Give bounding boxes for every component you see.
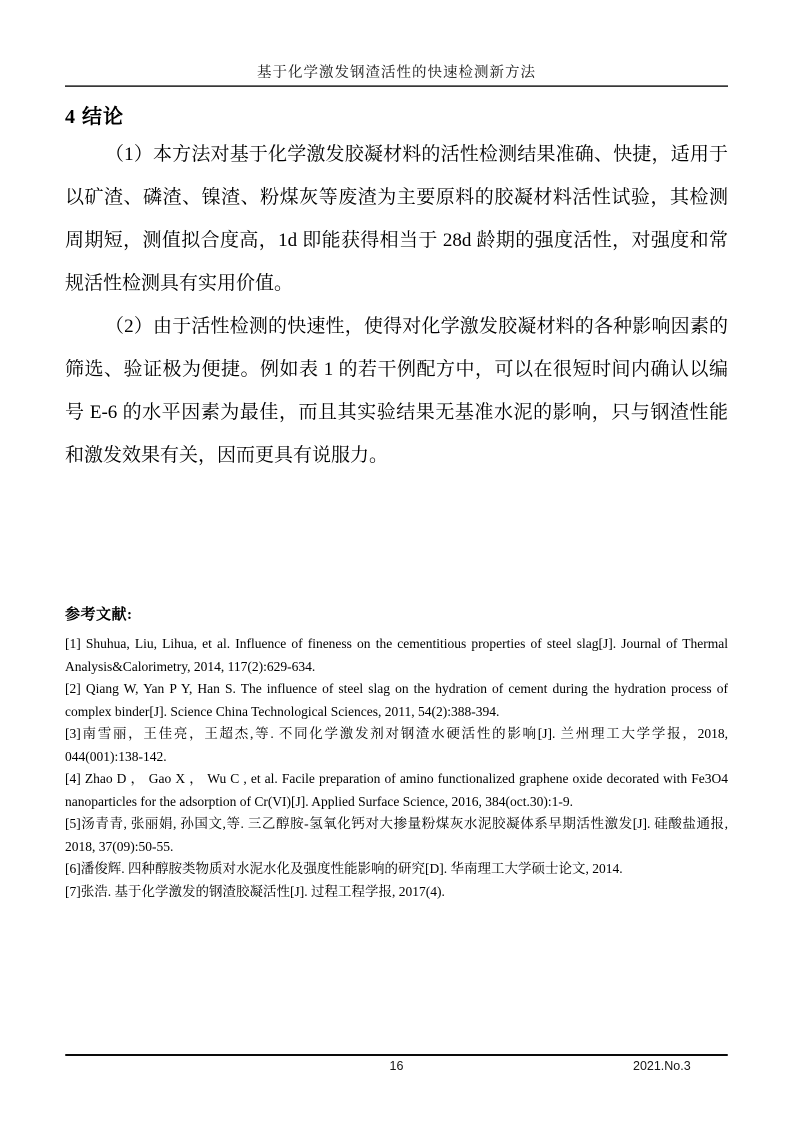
header-rule bbox=[65, 85, 728, 87]
section-heading: 4 结论 bbox=[65, 106, 124, 128]
conclusion-paragraph-2: （2）由于活性检测的快速性，使得对化学激发胶凝材料的各种影响因素的筛选、验证极为便捷。例如表 1 的若干例配方中，可以在很短时间内确认以编号 E-6 的水平因素为最佳，而且其实验结果无基准水泥的影响，只与钢渣性能和激发效果有关，因而更具有说服力。 bbox=[65, 316, 728, 466]
reference-item-1: [1] Shuhua, Liu, Lihua, et al. Influence of fineness on the cementitious properties of steel slag[J]. Journal of Thermal Analysis&Calorimetry, 2014, 117(2):629-634. bbox=[65, 636, 728, 674]
reference-item-2: [2] Qiang W, Yan P Y, Han S. The influence of steel slag on the hydration of cement during the hydration process of complex binder[J]. Science China Technological Sciences, 2011, 54(2):388-394. bbox=[65, 681, 728, 719]
reference-item-3: [3]南雪丽，王佳亮，王超杰,等. 不同化学激发剂对钢渣水硬活性的影响[J]. 兰州理工大学学报，2018, 044(001):138-142. bbox=[65, 726, 728, 764]
references-heading: 参考文献: bbox=[65, 607, 133, 623]
conclusion-paragraph-1: （1）本方法对基于化学激发胶凝材料的活性检测结果准确、快捷，适用于以矿渣、磷渣、镍渣、粉煤灰等废渣为主要原料的胶凝材料活性试验，其检测周期短，测值拟合度高，1d 即能获得相当于 28d 龄期的强度活性，对强度和常规活性检测具有实用价值。 bbox=[65, 144, 728, 294]
reference-item-6: [6]潘俊辉. 四种醇胺类物质对水泥水化及强度性能影响的研究[D]. 华南理工大学硕士论文, 2014. bbox=[65, 861, 623, 876]
footer-rule bbox=[65, 1054, 728, 1056]
reference-item-5: [5]汤青青, 张丽娟, 孙国文,等. 三乙醇胺-氢氧化钙对大掺量粉煤灰水泥胶凝体系早期活性激发[J]. 硅酸盐通报, 2018, 37(09):50-55. bbox=[65, 816, 728, 854]
issue-number: 2021.No.3 bbox=[633, 1059, 691, 1073]
page-number: 16 bbox=[389, 1059, 404, 1073]
reference-item-7: [7]张浩. 基于化学激发的钢渣胶凝活性[J]. 过程工程学报, 2017(4). bbox=[65, 883, 445, 899]
running-title: 基于化学激发钢渣活性的快速检测新方法 bbox=[257, 65, 536, 81]
references-section bbox=[65, 603, 728, 903]
reference-item-4: [4] Zhao D ， Gao X ， Wu C , et al. Facile preparation of amino functionalized graphene oxide decorated with Fe3O4 nanoparticles for the adsorption of Cr(VI)[J]. Applied Surface Science, 2016, 384(oct.30):1-9. bbox=[65, 771, 728, 809]
conclusion-body bbox=[65, 133, 728, 477]
